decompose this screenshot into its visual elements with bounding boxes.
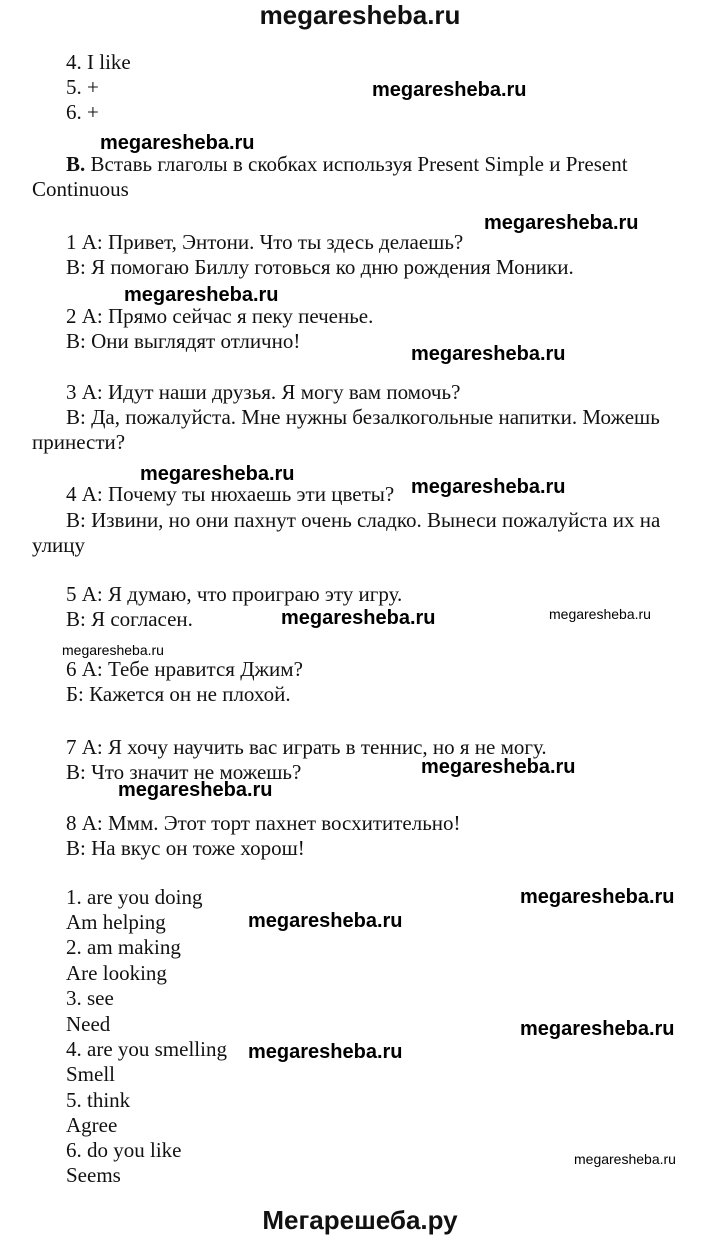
dialogue-line: B: Да, пожалуйста. Мне нужны безалкогольные напитки. Можешь	[66, 405, 660, 429]
instruction-line-2: Continuous	[32, 177, 129, 201]
watermark: megaresheba.ru	[421, 756, 576, 778]
footer-site: Мегарешеба.ру	[262, 1205, 458, 1235]
dialogue-line: улицу	[32, 533, 86, 557]
dialogue-line: 1 А: Привет, Энтони. Что ты здесь делаешь?	[66, 230, 464, 254]
watermark: megaresheba.ru	[248, 910, 403, 932]
watermark: megaresheba.ru	[520, 886, 675, 908]
header-site: megaresheba.ru	[259, 0, 461, 30]
answer-line: Agree	[66, 1113, 118, 1137]
dialogue-line: B: Они выглядят отлично!	[66, 329, 301, 353]
dialogue-line: 4 А: Почему ты нюхаешь эти цветы?	[66, 482, 395, 506]
dialogue-line: 5 А: Я думаю, что проиграю эту игру.	[66, 582, 403, 606]
answer-line: Seems	[66, 1163, 121, 1187]
watermark: megaresheba.ru	[62, 642, 164, 658]
watermark: megaresheba.ru	[549, 606, 651, 622]
answer-line: Need	[66, 1012, 111, 1036]
dialogue-line: B: Извини, но они пахнут очень сладко. Вынеси пожалуйста их на	[66, 508, 661, 532]
watermark: megaresheba.ru	[100, 132, 255, 154]
dialogue-line: принести?	[32, 430, 126, 454]
section-b-label: B.	[66, 152, 86, 176]
dialogue-line: B: Я согласен.	[66, 607, 193, 631]
answer-line: 4. are you smelling	[66, 1037, 227, 1061]
watermark: megaresheba.ru	[124, 284, 279, 306]
watermark: megaresheba.ru	[411, 343, 566, 365]
dialogue-line: B: Я помогаю Биллу готовься ко дню рождения Моники.	[66, 255, 574, 279]
section-b-instruction	[66, 152, 628, 176]
prev-answer-5: 5. +	[66, 75, 99, 99]
watermark: megaresheba.ru	[118, 779, 273, 801]
prev-answer-6: 6. +	[66, 100, 99, 124]
watermark: megaresheba.ru	[411, 476, 566, 498]
instruction-line-1: Вставь глаголы в скобках используя Present Simple и Present	[90, 152, 628, 176]
dialogue-line: B: На вкус он тоже хорош!	[66, 836, 305, 860]
watermark: megaresheba.ru	[484, 212, 639, 234]
dialogue-line: 2 А: Прямо сейчас я пеку печенье.	[66, 304, 374, 328]
answer-line: Are looking	[66, 961, 167, 985]
dialogue-line: 8 А: Ммм. Этот торт пахнет восхитительно!	[66, 811, 461, 835]
dialogue-line: 3 А: Идут наши друзья. Я могу вам помочь?	[66, 380, 461, 404]
prev-answer-4: 4. I like	[66, 50, 131, 74]
answer-line: 2. am making	[66, 935, 181, 959]
watermark: megaresheba.ru	[372, 79, 527, 101]
dialogue-line: Б: Кажется он не плохой.	[66, 682, 291, 706]
answer-line: 5. think	[66, 1088, 131, 1112]
answer-line: Smell	[66, 1062, 116, 1086]
answer-line: 1. are you doing	[66, 885, 203, 909]
watermark: megaresheba.ru	[248, 1041, 403, 1063]
dialogue-line: 7 А: Я хочу научить вас играть в теннис, но я не могу.	[66, 735, 547, 759]
watermark: megaresheba.ru	[281, 607, 436, 629]
answer-line: Am helping	[66, 910, 166, 934]
dialogue-line: B: Что значит не можешь?	[66, 760, 302, 784]
dialogue-line: 6 А: Тебе нравится Джим?	[66, 657, 303, 681]
watermark: megaresheba.ru	[140, 463, 295, 485]
watermark: megaresheba.ru	[574, 1151, 676, 1167]
watermark: megaresheba.ru	[520, 1018, 675, 1040]
answer-line: 6. do you like	[66, 1138, 182, 1162]
answer-line: 3. see	[66, 986, 114, 1010]
